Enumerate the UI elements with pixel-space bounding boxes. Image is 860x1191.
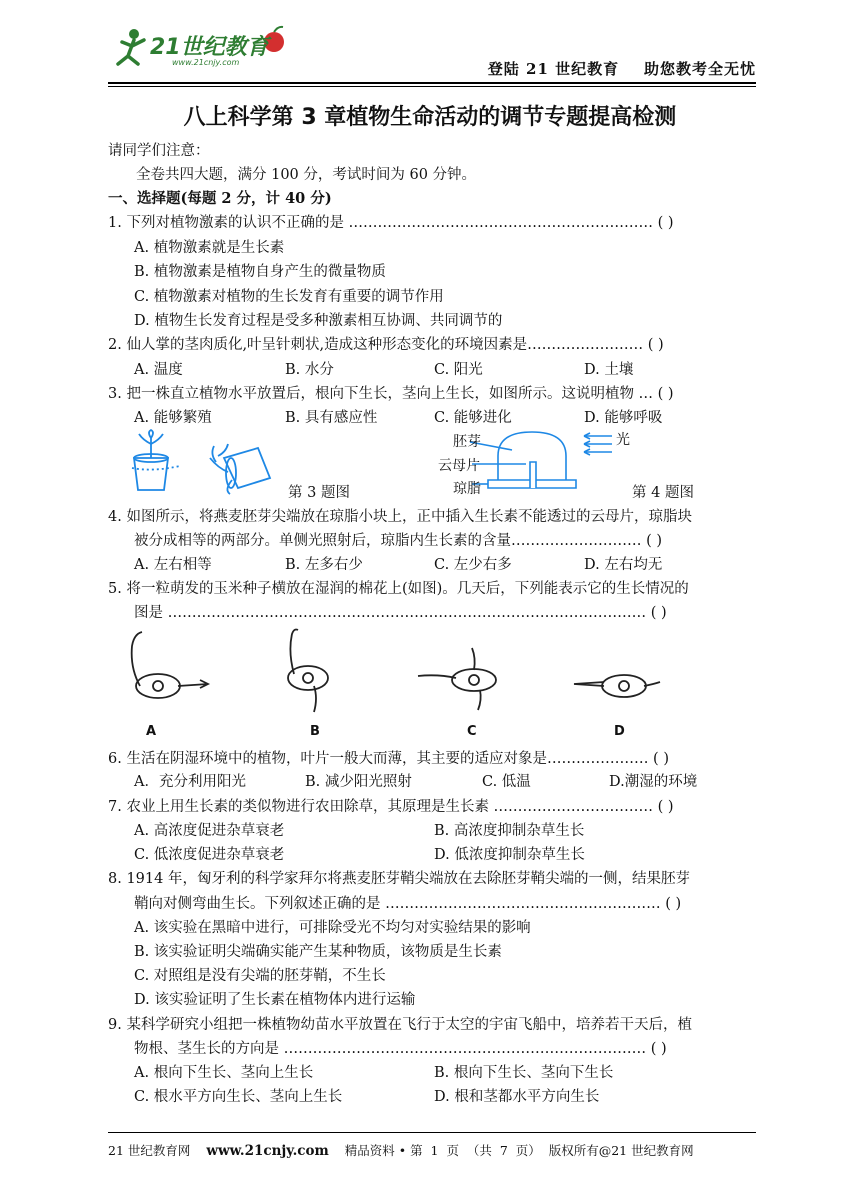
q5-fig-label-c: C bbox=[467, 724, 477, 739]
q6-option-d: D.潮湿的环境 bbox=[609, 774, 698, 790]
q4-option-b: B. 左多右少 bbox=[285, 557, 363, 573]
q4-caption: 第 4 题图 bbox=[632, 485, 694, 501]
q5-fig-label-d: D bbox=[614, 724, 625, 739]
q3-plant-figure bbox=[128, 428, 288, 496]
q5-seed-figures bbox=[128, 628, 688, 718]
footer-site: 21 世纪教育网 bbox=[108, 1143, 191, 1158]
q4-option-c: C. 左少右多 bbox=[434, 557, 512, 573]
logo-url: www.21cnjy.com bbox=[172, 58, 240, 67]
q2-option-b: B. 水分 bbox=[285, 362, 334, 378]
q3-stem: 3. 把一株直立植物水平放置后，根向下生长，茎向上生长，如图所示。这说明植物 … ( ) bbox=[108, 386, 674, 402]
q4-stem-line1: 4. 如图所示，将燕麦胚芽尖端放在琼脂小块上，正中插入生长素不能透过的云母片，琼脂块 bbox=[108, 509, 692, 525]
footer-rule bbox=[108, 1132, 756, 1133]
header-rule bbox=[108, 82, 756, 84]
q8-option-a: A. 该实验在黑暗中进行，可排除受光不均匀对实验结果的影响 bbox=[134, 920, 531, 936]
footer-info: 精品资料 • 第 1 页 （共 7 页） 版权所有@21 世纪教育网 bbox=[344, 1143, 694, 1158]
q8-stem-line2: 鞘向对侧弯曲生长。下列叙述正确的是 ………………………………………………… ( ) bbox=[134, 896, 682, 912]
q2-option-d: D. 土壤 bbox=[584, 362, 634, 378]
q9-option-c: C. 根水平方向生长、茎向上生长 bbox=[134, 1089, 343, 1105]
q8-option-b: B. 该实验证明尖端确实能产生某种物质，该物质是生长素 bbox=[134, 944, 502, 960]
q4-stem-line2: 被分成相等的两部分。单侧光照射后，琼脂内生长素的含量……………………… ( ) bbox=[134, 533, 663, 549]
q5-stem-line2: 图是 ……………………………………………………………………………………… ( ) bbox=[134, 605, 667, 621]
q4-option-a: A. 左右相等 bbox=[134, 557, 212, 573]
q6-stem: 6. 生活在阴湿环境中的植物，叶片一般大而薄，其主要的适应对象是………………… ( ) bbox=[108, 751, 669, 767]
footer bbox=[108, 1141, 694, 1159]
section-heading: 一、选择题(每题 2 分，计 40 分) bbox=[108, 190, 332, 207]
footer-url-link[interactable]: www.21cnjy.com bbox=[206, 1143, 329, 1159]
q2-stem: 2. 仙人掌的茎肉质化,叶呈针刺状,造成这种形态变化的环境因素是…………………… ( ) bbox=[108, 337, 664, 353]
logo-text: 21世纪教育 bbox=[150, 35, 269, 60]
q4-option-d: D. 左右均无 bbox=[584, 557, 663, 573]
q6-option-c: C. 低温 bbox=[482, 774, 531, 790]
q5-fig-label-b: B bbox=[310, 724, 320, 739]
q2-option-a: A. 温度 bbox=[134, 362, 183, 378]
q4-label-mica: 云母片 bbox=[438, 458, 480, 474]
q2-option-c: C. 阳光 bbox=[434, 362, 483, 378]
q8-option-c: C. 对照组是没有尖端的胚芽鞘，不生长 bbox=[134, 968, 386, 984]
q9-option-d: D. 根和茎都水平方向生长 bbox=[434, 1089, 600, 1105]
q6-option-a: A．充分利用阳光 bbox=[134, 774, 246, 790]
q3-option-b: B. 具有感应性 bbox=[285, 410, 378, 426]
header-slogan: 登陆 21 世纪教育 助您教考全无忧 bbox=[487, 60, 756, 78]
header-rule-thin bbox=[108, 86, 756, 87]
q3-option-a: A. 能够繁殖 bbox=[134, 410, 212, 426]
q9-stem-line1: 9. 某科学研究小组把一株植物幼苗水平放置在飞行于太空的宇宙飞船中，培养若干天后，植 bbox=[108, 1017, 692, 1033]
notice-body: 全卷共四大题，满分 100 分，考试时间为 60 分钟。 bbox=[136, 167, 477, 183]
q7-option-a: A. 高浓度促进杂草衰老 bbox=[134, 823, 285, 839]
q8-option-d: D. 该实验证明了生长素在植物体内进行运输 bbox=[134, 992, 416, 1008]
notice-greeting: 请同学们注意： bbox=[108, 143, 210, 159]
q3-option-c: C. 能够进化 bbox=[434, 410, 512, 426]
q3-caption: 第 3 题图 bbox=[288, 485, 350, 501]
q4-label-bud: 胚芽 bbox=[453, 434, 481, 450]
page-title: 八上科学第 3 章植物生命活动的调节专题提高检测 bbox=[183, 105, 677, 130]
q7-option-d: D. 低浓度抑制杂草生长 bbox=[434, 847, 585, 863]
q1-stem: 1. 下列对植物激素的认识不正确的是 ……………………………………………………… ( ) bbox=[108, 215, 674, 231]
q1-option-d: D. 植物生长发育过程是受多种激素相互协调、共同调节的 bbox=[134, 313, 503, 329]
q9-stem-line2: 物根、茎生长的方向是 ………………………………………………………………… ( ) bbox=[134, 1041, 667, 1057]
q1-option-c: C. 植物激素对植物的生长发育有重要的调节作用 bbox=[134, 289, 444, 305]
q5-stem-line1: 5. 将一粒萌发的玉米种子横放在湿润的棉花上(如图)。几天后，下列能表示它的生长情况的 bbox=[108, 581, 689, 597]
q7-stem: 7. 农业上用生长素的类似物进行农田除草，其原理是生长素 …………………………… ( ) bbox=[108, 799, 674, 815]
q7-option-b: B. 高浓度抑制杂草生长 bbox=[434, 823, 585, 839]
q9-option-a: A. 根向下生长、茎向上生长 bbox=[134, 1065, 314, 1081]
q6-option-b: B. 减少阳光照射 bbox=[305, 774, 412, 790]
q1-option-a: A. 植物激素就是生长素 bbox=[134, 240, 285, 256]
q7-option-c: C. 低浓度促进杂草衰老 bbox=[134, 847, 285, 863]
q1-option-b: B. 植物激素是植物自身产生的微量物质 bbox=[134, 264, 386, 280]
q3-option-d: D. 能够呼吸 bbox=[584, 410, 663, 426]
q8-stem-line1: 8. 1914 年，匈牙利的科学家拜尔将燕麦胚芽鞘尖端放在去除胚芽鞘尖端的一侧，结果胚芽 bbox=[108, 871, 690, 887]
q5-fig-label-a: A bbox=[146, 724, 157, 739]
q4-label-light: 光 bbox=[616, 432, 630, 448]
q9-option-b: B. 根向下生长、茎向下生长 bbox=[434, 1065, 614, 1081]
q4-label-agar: 琼脂 bbox=[453, 481, 481, 497]
